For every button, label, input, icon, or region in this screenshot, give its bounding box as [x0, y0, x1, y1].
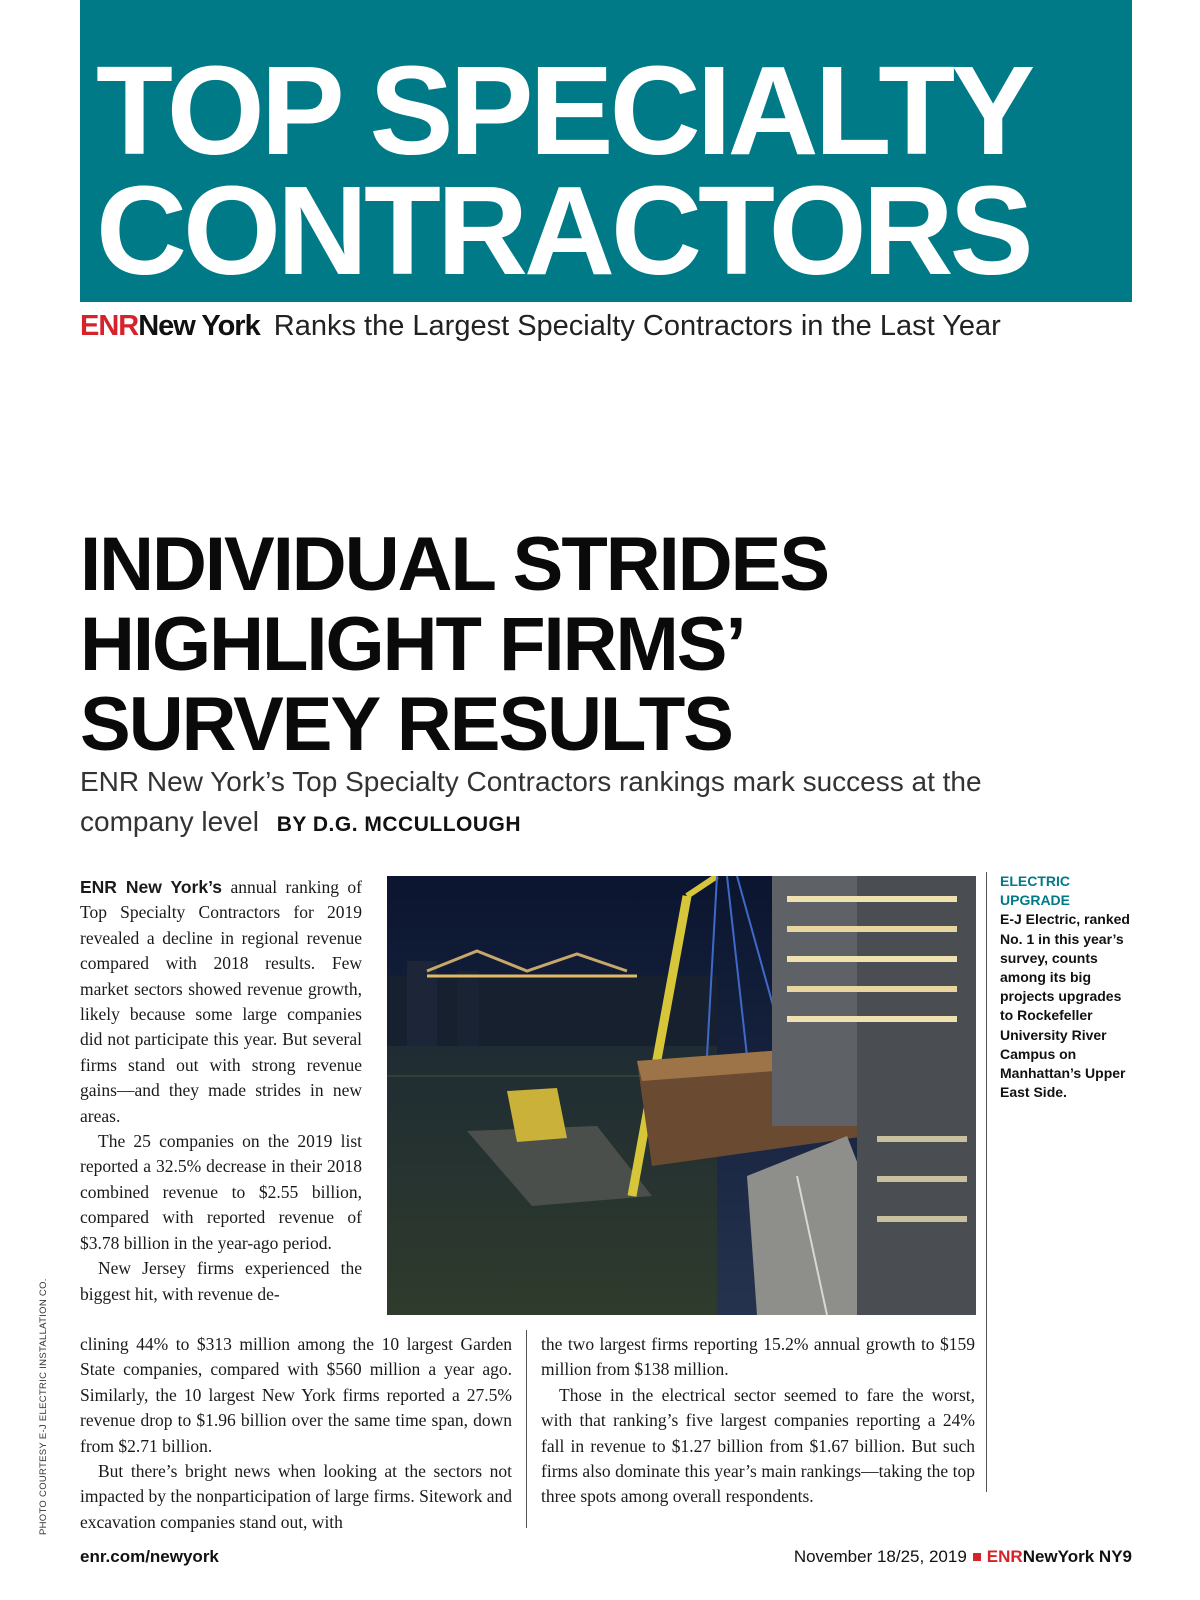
tagline-brand-enr: ENR	[80, 310, 139, 342]
paragraph-4: But there’s bright news when looking at the sectors not impacted by the nonparticipation of large firms. Sitework and excavation companies stand out, with	[80, 1461, 512, 1532]
footer-date: November 18/25, 2019	[793, 1547, 967, 1566]
footer-brand-ny: NewYork	[1022, 1547, 1095, 1566]
section-tagline	[80, 310, 1001, 343]
headline-line1: INDIVIDUAL STRIDES	[80, 522, 829, 607]
article-column-1-top	[80, 875, 362, 1307]
footer-url[interactable]: enr.com/newyork	[80, 1547, 219, 1566]
lead-in: ENR New York’s	[80, 877, 223, 897]
footer-page-number: NY9	[1098, 1547, 1132, 1566]
paragraph-3-end: clining 44% to $313 million among the 10 largest Garden State companies, compared with $560 million a year ago. Similarly, the 10 largest New York firms reported a 27.5% revenue drop to $1.96 billion over the same time span, down from $2.71 billion.	[80, 1334, 512, 1456]
caption-divider	[986, 872, 987, 1492]
headline-line2: HIGHLIGHT FIRMS’	[80, 602, 745, 687]
tagline-text: Ranks the Largest Specialty Contractors in the Last Year	[273, 310, 1001, 342]
photo-caption	[1000, 872, 1135, 1102]
article-column-1-bottom	[80, 1332, 512, 1535]
footer-folio	[794, 1547, 1132, 1567]
column-divider	[526, 1330, 527, 1528]
tagline-brand-ny: New York	[138, 310, 260, 342]
title-banner	[80, 0, 1132, 302]
photo-credit: PHOTO COURTESY E-J ELECTRIC INSTALLATION CO.	[38, 1278, 49, 1535]
paragraph-6: Those in the electrical sector seemed to fare the worst, with that ranking’s five largest companies reporting a 24% fall in revenue to $1.27 billion from $1.67 billion. But such firms also dominate this year’s main rankings—taking the top three spots among overall respondents.	[541, 1384, 975, 1507]
paragraph-1: annual ranking of Top Specialty Contractors for 2019 revealed a decline in regional revenue compared with 2018 results. Few market sectors showed revenue growth, likely because some large companies did not participate this year. But several firms stand out with strong revenue gains—and they made strides in new areas.	[80, 877, 363, 1126]
paragraph-5: the two largest firms reporting 15.2% annual growth to $159 million from $138 million.	[541, 1334, 975, 1380]
article-headline	[80, 522, 1080, 767]
footer-brand-enr: ENR	[986, 1547, 1023, 1566]
article-column-2	[541, 1332, 975, 1510]
construction-photo	[387, 876, 976, 1315]
red-square-icon	[973, 1553, 981, 1561]
paragraph-2: The 25 companies on the 2019 list reported a 32.5% decrease in their 2018 combined revenue to $2.55 billion, compared with reported revenue of $3.78 billion in the year-ago period.	[80, 1131, 362, 1253]
deck-text: ENR New York’s Top Specialty Contractors rankings mark success at the company level	[80, 766, 982, 837]
article-deck	[80, 762, 1080, 845]
headline-line3: SURVEY RESULTS	[80, 682, 732, 767]
banner-title-line1: TOP SPECIALTY	[96, 40, 1032, 181]
caption-heading: ELECTRIC UPGRADE	[1000, 873, 1071, 909]
banner-title-line2: CONTRACTORS	[96, 160, 1030, 301]
byline: BY D.G. MCCULLOUGH	[276, 813, 522, 836]
caption-body: E-J Electric, ranked No. 1 in this year’s survey, counts among its big projects upgrades to Rockefeller University River Campus on Manhattan’s Upper East Side.	[1000, 911, 1130, 1101]
paragraph-3-start: New Jersey firms experienced the biggest hit, with revenue de-	[80, 1258, 362, 1304]
